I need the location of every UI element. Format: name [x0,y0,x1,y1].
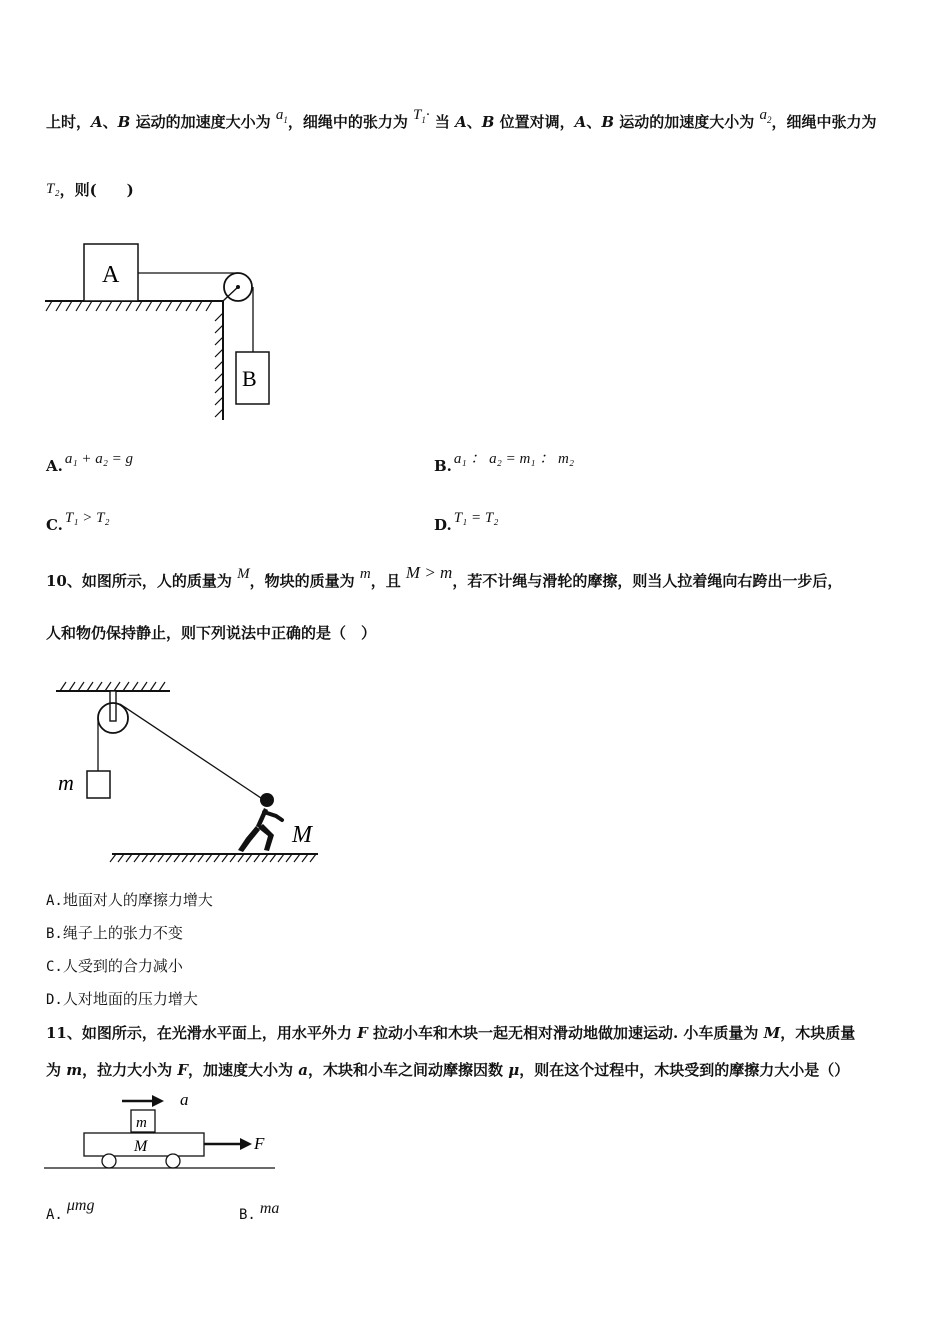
q10-option-b[interactable]: B.绳子上的张力不变 [46,924,183,942]
block-m [87,771,110,798]
q9-option-c-text: T₁ > T₂ [64,510,110,526]
block-a-label: A [102,262,120,288]
q11-option-a[interactable]: A.μmg [46,1197,95,1223]
wheel-left [102,1154,116,1168]
q9-stem-suffix: ，则( ) [59,181,134,199]
q11-option-a-text: μmg [66,1197,95,1214]
q9-stem-line2 [46,180,134,201]
label-M: M [292,822,312,848]
q11-cart-figure [44,1088,284,1173]
q10-option-a-text: 地面对人的摩擦力增大 [62,891,213,909]
person-figure [238,793,282,852]
q10-stem-line2: 人和物仍保持静止，则下列说法中正确的是（ ） [46,624,377,642]
q10-option-c-text: 人受到的合力减小 [62,957,183,975]
q11-stem-line2: 为 m，拉力大小为 F，加速度大小为 a，木块和小车之间动摩擦因数 μ，则在这个过程中，木块受到的摩擦力大小是（） [46,1061,850,1079]
q9-option-b[interactable]: B. a₁ ： a₂ = m₁ ： m₂ [434,451,575,475]
q10-stem-line1: 10、如图所示，人的质量为 M，物块的质量为 m，且 M > m，若不计绳与滑轮的摩擦，则当人拉着绳向右跨出一步后， [46,563,843,590]
label-block-m: m [136,1115,147,1131]
q10-option-a[interactable]: A.地面对人的摩擦力增大 [46,891,213,909]
q10-option-d[interactable]: D.人对地面的压力增大 [46,990,198,1008]
q9-option-d[interactable]: D. T₁ = T₂ [434,510,499,534]
label-cart-M: M [134,1138,148,1155]
q9-option-c[interactable]: C. T₁ > T₂ [46,510,110,534]
q9-pulley-figure [40,235,290,425]
q9-stem-line1: 上时，A、B 运动的加速度大小为 $a_1$，细绳中的张力为 $T_1\cdot$ 当 A、B 位置对调，A、B 运动的加速度大小为 $a_2$，细绳中张力为 [46,107,877,131]
label-a: a [180,1090,189,1109]
q9-option-b-text: a₁ ： a₂ = m₁ ： m₂ [453,451,575,467]
wheel-right [166,1154,180,1168]
q10-option-b-text: 绳子上的张力不变 [62,924,183,942]
q11-option-b-text: ma [259,1200,280,1217]
q11-option-b[interactable]: B. ma [239,1200,280,1223]
label-F: F [254,1134,265,1153]
q10-option-c[interactable]: C.人受到的合力减小 [46,957,183,975]
q9-option-d-text: T₁ = T₂ [453,510,499,526]
q11-stem-line1: 11、如图所示，在光滑水平面上，用水平外力 F 拉动小车和木块一起无相对滑动地做加速运动. 小车质量为 M，木块质量 [46,1024,856,1042]
q9-option-a[interactable]: A. a₁ + a₂ = g [46,451,134,475]
q9-option-a-text: a₁ + a₂ = g [64,451,134,467]
q10-person-rope-figure [50,678,340,868]
q9-t2-var: T₂ [46,181,60,197]
label-m: m [58,770,74,795]
q10-option-d-text: 人对地面的压力增大 [62,990,198,1008]
block-b-label: B [242,366,257,391]
